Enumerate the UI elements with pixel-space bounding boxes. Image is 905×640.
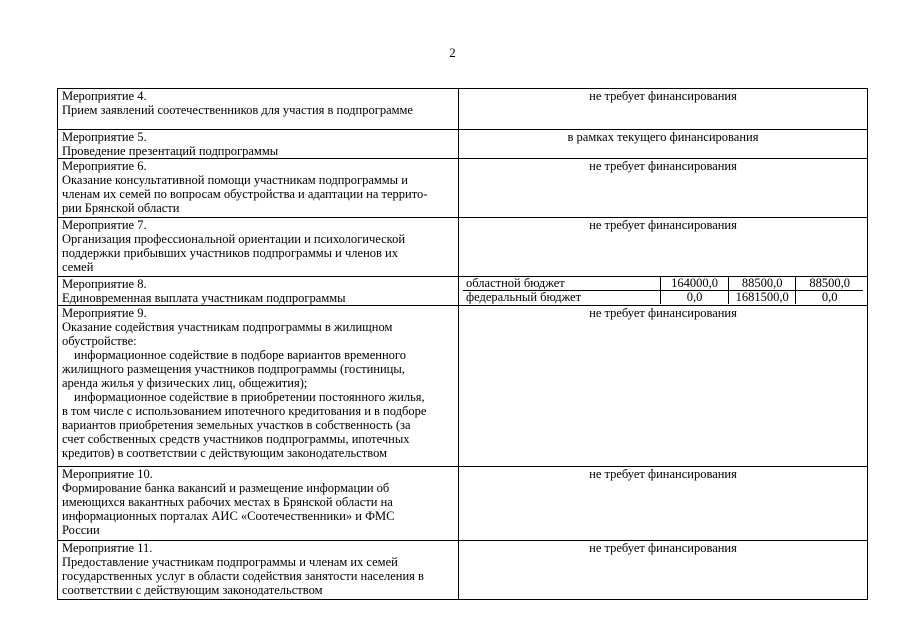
budget-row: [463, 291, 863, 305]
measure-text: Прием заявлений соотечественников для участия в подпрограмме: [62, 103, 413, 117]
measure-text: аренда жилья у физических лиц, общежития);: [62, 376, 308, 390]
budget-value: 164000,0: [661, 277, 729, 291]
budget-value: 88500,0: [796, 277, 863, 291]
measure-title: Мероприятие 10.: [62, 467, 153, 481]
funding-text: не требует финансирования: [589, 159, 737, 173]
budget-source: областной бюджет: [463, 277, 661, 291]
measure-cell: [58, 130, 459, 159]
measure-text: в том числе с использованием ипотечного кредитования и в подборе: [62, 404, 427, 418]
measure-cell: [58, 218, 459, 277]
measure-text: Формирование банка вакансий и размещение информации об: [62, 481, 390, 495]
funding-cell: [459, 159, 868, 218]
measure-text: жилищного размещения участников подпрограммы (гостиницы,: [62, 362, 405, 376]
measure-title: Мероприятие 5.: [62, 130, 147, 144]
measure-title: Мероприятие 8.: [62, 277, 147, 291]
table-row: [58, 541, 868, 600]
funding-text: в рамках текущего финансирования: [567, 130, 759, 144]
budget-cell: [459, 277, 868, 306]
budget-value: 0,0: [796, 291, 863, 305]
funding-text: не требует финансирования: [589, 467, 737, 481]
page-number: 2: [449, 45, 456, 60]
budget-source: федеральный бюджет: [463, 291, 661, 305]
measure-text: информационное содействие в приобретении постоянного жилья,: [74, 390, 425, 404]
table-row: [58, 130, 868, 159]
table-row: [58, 467, 868, 541]
funding-text: не требует финансирования: [589, 306, 737, 320]
measure-text: имеющихся вакантных рабочих местах в Брянской области на: [62, 495, 393, 509]
measure-text: поддержки прибывших участников подпрограммы и членов их: [62, 246, 398, 260]
measure-title: Мероприятие 9.: [62, 306, 147, 320]
funding-cell: [459, 541, 868, 600]
measure-text: Проведение презентаций подпрограммы: [62, 144, 279, 158]
measure-title: Мероприятие 4.: [62, 89, 147, 103]
measure-text: семей: [62, 260, 94, 274]
measure-text: счет собственных средств участников подпрограммы, ипотечных: [62, 432, 410, 446]
measure-title: Мероприятие 7.: [62, 218, 147, 232]
measure-text: Организация профессиональной ориентации и психологической: [62, 232, 406, 246]
measure-text: Оказание консультативной помощи участникам подпрограммы и: [62, 173, 408, 187]
measure-text: России: [62, 523, 100, 537]
measure-text: обустройстве:: [62, 334, 137, 348]
table-row: [58, 277, 868, 306]
measure-cell: [58, 467, 459, 541]
measure-cell: [58, 541, 459, 600]
measure-text: членам их семей по вопросам обустройства и адаптации на террито-: [62, 187, 428, 201]
table-row: [58, 159, 868, 218]
measure-cell: [58, 89, 459, 130]
measure-cell: [58, 159, 459, 218]
funding-text: не требует финансирования: [589, 89, 737, 103]
measure-cell: [58, 277, 459, 306]
measure-cell: [58, 306, 459, 467]
table-row: [58, 89, 868, 130]
budget-row: [463, 277, 863, 291]
measure-text: Предоставление участникам подпрограммы и членам их семей: [62, 555, 398, 569]
measure-title: Мероприятие 11.: [62, 541, 153, 555]
measure-text: рии Брянской области: [62, 201, 180, 215]
funding-cell: [459, 130, 868, 159]
measure-text: информационных порталах АИС «Соотечественники» и ФМС: [62, 509, 395, 523]
table-row: [58, 306, 868, 467]
budget-value: 0,0: [661, 291, 729, 305]
funding-cell: [459, 306, 868, 467]
measure-text: Единовременная выплата участникам подпрограммы: [62, 291, 346, 305]
measure-text: информационное содействие в подборе вариантов временного: [74, 348, 406, 362]
measure-title: Мероприятие 6.: [62, 159, 147, 173]
measure-text: кредитов) в соответствии с действующим законодательством: [62, 446, 388, 460]
budget-value: 88500,0: [728, 277, 796, 291]
funding-cell: [459, 467, 868, 541]
funding-cell: [459, 89, 868, 130]
measures-table: [57, 88, 868, 600]
table-row: [58, 218, 868, 277]
funding-text: не требует финансирования: [589, 218, 737, 232]
measure-text: государственных услуг в области содействия занятости населения в: [62, 569, 424, 583]
funding-text: не требует финансирования: [589, 541, 737, 555]
budget-value: 1681500,0: [728, 291, 796, 305]
measure-text: Оказание содействия участникам подпрограммы в жилищном: [62, 320, 393, 334]
funding-cell: [459, 218, 868, 277]
measure-text: соответствии с действующим законодательством: [62, 583, 323, 597]
measure-text: вариантов приобретения земельных участков в собственность (за: [62, 418, 411, 432]
budget-table: [463, 277, 863, 304]
